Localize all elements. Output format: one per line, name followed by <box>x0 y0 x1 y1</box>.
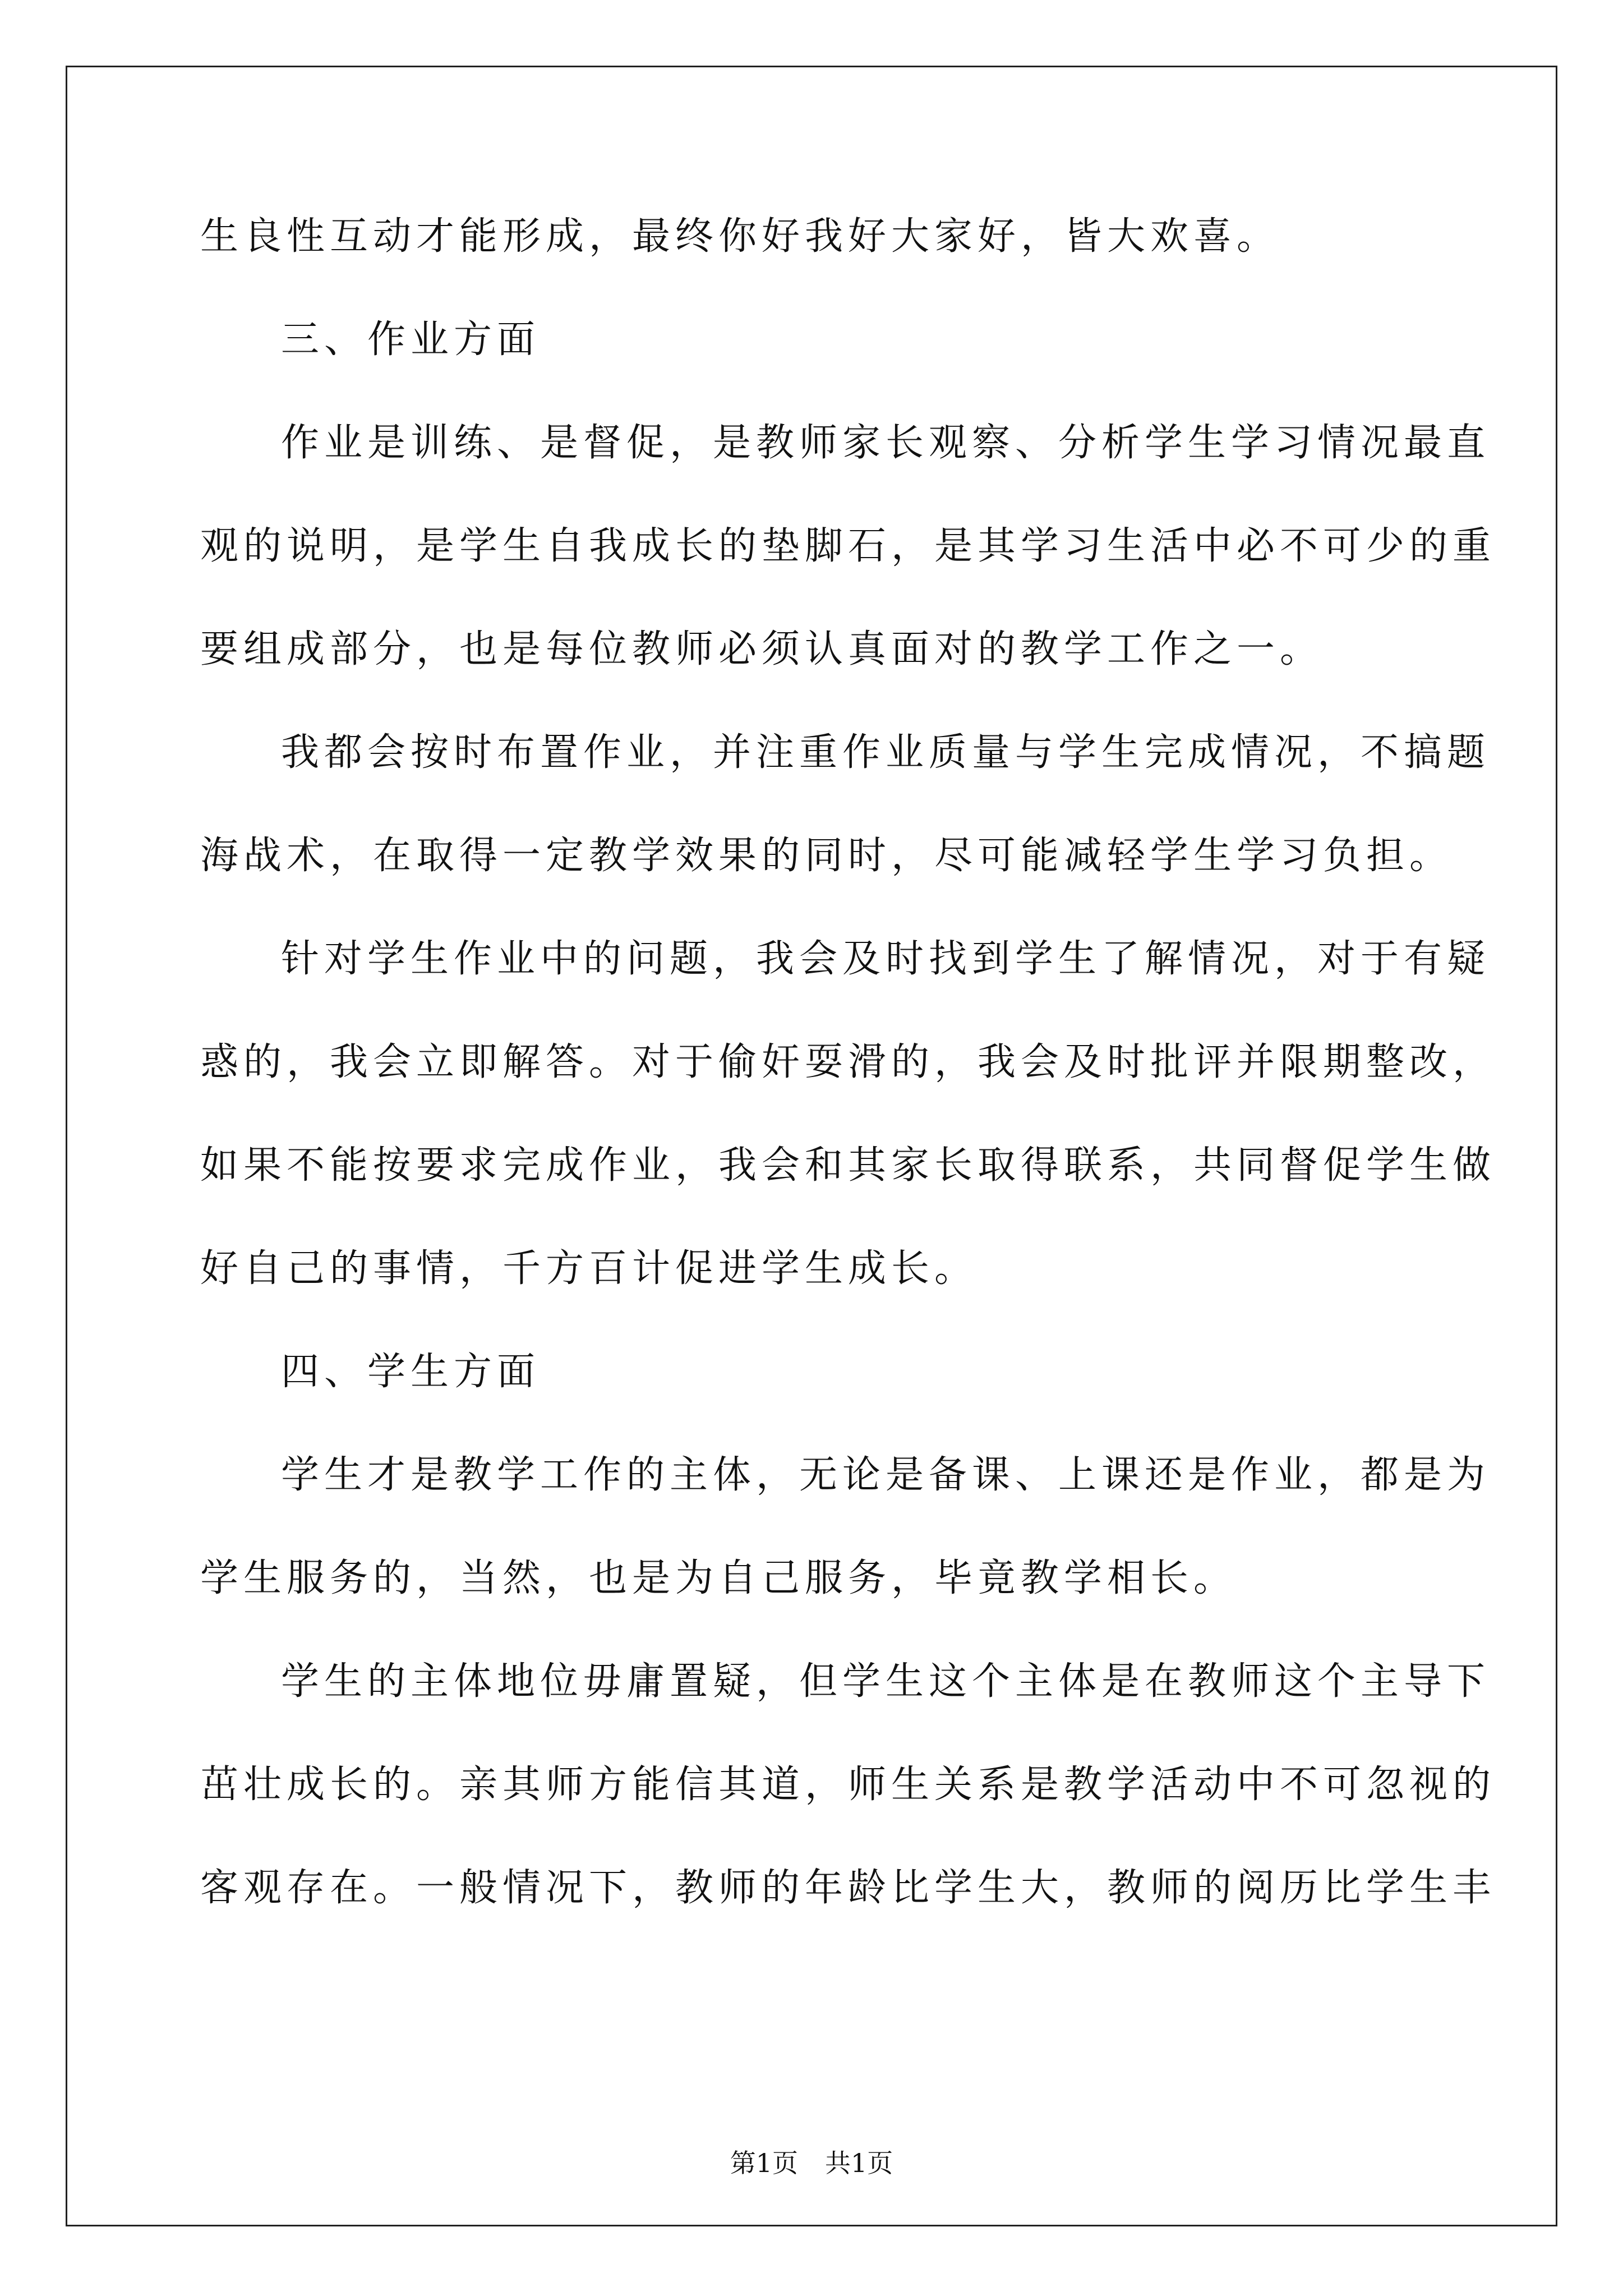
text-line: 观的说明，是学生自我成长的垫脚石，是其学习生活中必不可少的重 <box>200 524 1496 568</box>
text-line: 如果不能按要求完成作业，我会和其家长取得联系，共同督促学生做 <box>200 1143 1496 1188</box>
text-line: 学生服务的，当然，也是为自己服务，毕竟教学相长。 <box>200 1556 1237 1600</box>
text-line: 要组成部分，也是每位教师必须认真面对的教学工作之一。 <box>200 627 1324 671</box>
text-line: 学生才是教学工作的主体，无论是备课、上课还是作业，都是为 <box>281 1453 1491 1497</box>
page-footer <box>0 2147 1623 2179</box>
text-line: 针对学生作业中的问题，我会及时找到学生了解情况，对于有疑 <box>281 937 1491 981</box>
section-heading: 三、作业方面 <box>281 318 541 362</box>
text-line: 海战术，在取得一定教学效果的同时，尽可能减轻学生学习负担。 <box>200 834 1453 878</box>
text-line: 客观存在。一般情况下，教师的年龄比学生大，教师的阅历比学生丰 <box>200 1866 1496 1910</box>
text-line: 我都会按时布置作业，并注重作业质量与学生完成情况，不搞题 <box>281 730 1491 775</box>
document-body <box>200 214 1496 1971</box>
text-line: 好自己的事情，千方百计促进学生成长。 <box>200 1246 978 1291</box>
text-line: 学生的主体地位毋庸置疑，但学生这个主体是在教师这个主导下 <box>281 1659 1491 1704</box>
text-line: 茁壮成长的。亲其师方能信其道，师生关系是教学活动中不可忽视的 <box>200 1763 1496 1807</box>
text-line: 作业是训练、是督促，是教师家长观察、分析学生学习情况最直 <box>281 421 1491 465</box>
text-line: 惑的，我会立即解答。对于偷奸耍滑的，我会及时批评并限期整改， <box>200 1040 1496 1084</box>
section-heading: 四、学生方面 <box>281 1350 541 1394</box>
page-number: 第1页 <box>730 2148 798 2178</box>
page-total: 共1页 <box>825 2148 893 2178</box>
text-line: 生良性互动才能形成，最终你好我好大家好，皆大欢喜。 <box>200 214 1280 259</box>
